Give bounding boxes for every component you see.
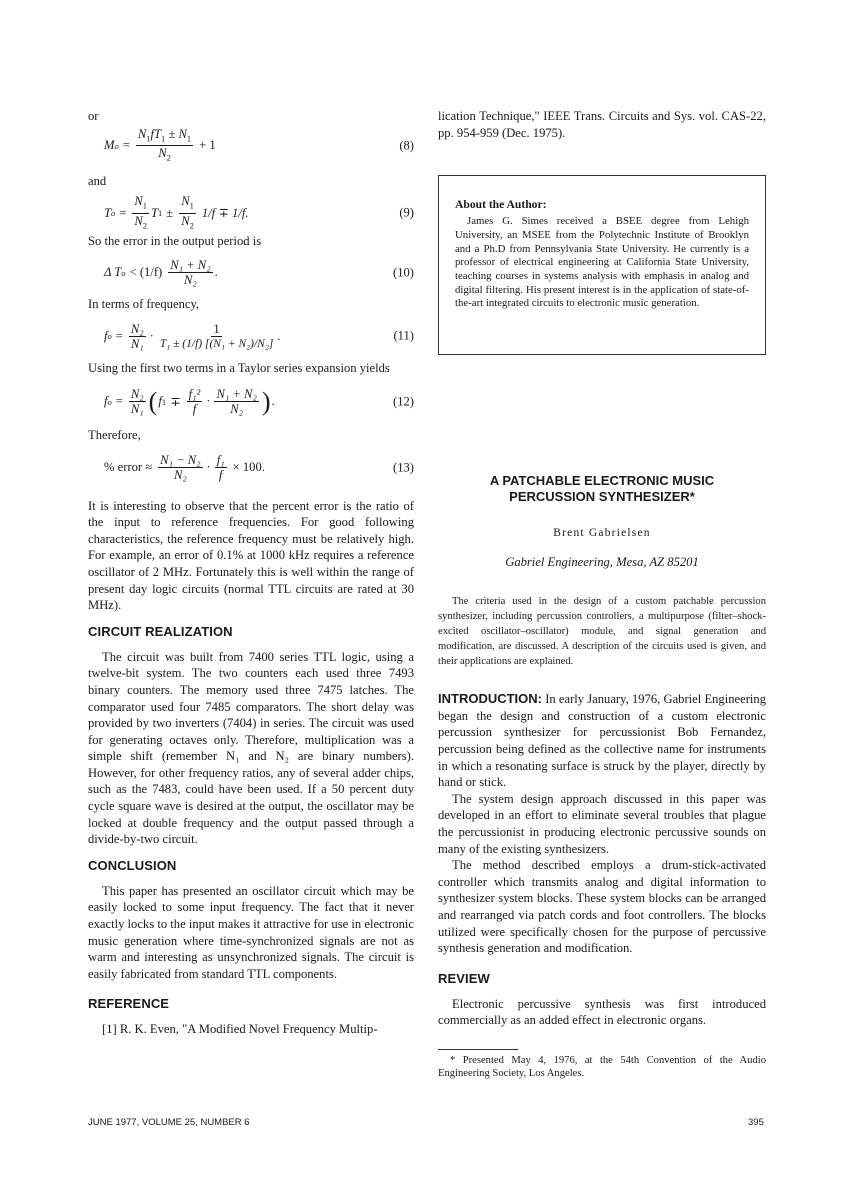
introduction-text: In early January, 1976, Gabriel Engineering began the design and construction of a custom electronic percussion synthesizer for percussionist Bob Fernandez, percussion being defined as the collective name for instruments in which a resonating surface is struck by the player, directly by hand or stick. (438, 692, 766, 790)
word-and: and (88, 173, 107, 188)
equation-number: (13) (393, 460, 414, 475)
reference-1-continued: lication Technique," IEEE Trans. Circuits and Sys. vol. CAS-22, pp. 954-959 (Dec. 1975). (438, 109, 766, 140)
right-column (438, 108, 766, 1081)
text-in-terms: In terms of frequency, (88, 296, 200, 311)
abstract: The criteria used in the design of a custom patchable percussion synthesizer, including percussion controllers, a multipurpose (filter–shock-excited oscillator–oscillator) module, and signal generation and modification, are discussed. A description of the circuits used is given, and their applications are explained. (438, 596, 766, 668)
word-or: or (88, 109, 99, 123)
heading-conclusion: CONCLUSION (88, 857, 177, 873)
heading-introduction: INTRODUCTION: (438, 691, 542, 707)
equation-9: T o = $\frac{N_1}{N_2}$ T 1 ± $\frac{N_1}{N_2}$ 1/f ∓ 1/f. (9) (104, 194, 414, 231)
paragraph-review: Electronic percussive synthesis was first introduced commercially as an added effect in electronic organs. (438, 996, 766, 1028)
text-so-error: So the error in the output period is (88, 234, 262, 249)
equation-number: (11) (393, 328, 414, 343)
equation-number: (12) (393, 394, 414, 409)
equation-12: f o = $\frac{\text{N₂}}{\text{N₁}}$ ( f 1 ∓ $\frac{\text{f₁²}}{f}$ · $\frac{\text{N₁ + N₂}}{\text{N₂}}$ ) . (12) (104, 386, 414, 417)
equation-10: Δ T o < (1/f) $\frac{\text{N₁ + N₂}}{\text{N₂}}$ . (10) (104, 258, 414, 288)
introduction (438, 691, 766, 957)
article-affiliation: Gabriel Engineering, Mesa, AZ 85201 (505, 555, 699, 570)
reference-1: [1] R. K. Even, "A Modified Novel Frequency Multip- (102, 1022, 378, 1037)
about-author-title: About the Author: (455, 198, 547, 212)
paragraph-system-design: The system design approach discussed in this paper was developed in an effort to eliminate several troubles that plague the percussionist in producing electronic percussive sounds on many of the existing synthesizers. (438, 791, 766, 856)
left-column (88, 108, 414, 1038)
article-author: Brent Gabrielsen (553, 527, 651, 540)
about-author-text: James G. Simes received a BSEE degree from Lehigh University, an MSEE from the Polytechnic Institute of Brooklyn and a Ph.D from Pennsylvania State University. He currently is a professor of electrical engineering at California State University, teaching courses in systems analysis with emphasis in analog and digital filtering. His present interest is in the application of state-of-the-art integrated circuits to electronic music generation. (455, 215, 749, 310)
footnote-rule (438, 1049, 518, 1050)
text-taylor: Using the first two terms in a Taylor series expansion yields (88, 361, 390, 376)
footer-journal-info: JUNE 1977, VOLUME 25, NUMBER 6 (88, 1117, 250, 1128)
heading-circuit-realization: CIRCUIT REALIZATION (88, 623, 233, 639)
about-author-box (438, 175, 766, 355)
equation-11: f o = $\frac{\text{N₂}}{\text{N₁}}$ · $\frac{1}{\text{T₁ ± (1/f) [(N₁ + N₂)/N₂]}}$ . (11) (104, 321, 414, 351)
equation-13: % error ≈ $\frac{\text{N₁ − N₂}}{\text{N₂}}$ · $\frac{\text{f₁}}{f}$ × 100. (13) (104, 453, 414, 483)
equation-number: (10) (393, 265, 414, 280)
equation-8: M o = $\frac{N_1fT_1 \pm N_1}{N_2}$ + 1 (8) (104, 126, 414, 163)
text-therefore: Therefore, (88, 427, 141, 442)
footnote: * Presented May 4, 1976, at the 54th Convention of the Audio Engineering Society, Los Angeles. (438, 1054, 766, 1080)
paragraph-percent-error: It is interesting to observe that the percent error is the ratio of the input to reference frequencies. For good following characteristics, the reference frequency must be relatively high. For example, an error of 0.1% at 1000 kHz requires a reference oscillator of 2 MHz. Fortunately this is well within the range of present day logic circuits (normal TTL circuits are rated at 30 MHz). (88, 498, 414, 613)
paragraph-conclusion: This paper has presented an oscillator circuit which may be easily locked to some input frequency. The fact that it never exactly locks to the input makes it attractive for use in electronic music generation where time-synchronized signals are not as warm and interesting as unsynchronized signals. The circuit is easily fabricated from standard TTL components. (88, 883, 414, 981)
article-title: A PATCHABLE ELECTRONIC MUSIC PERCUSSION SYNTHESIZER* (489, 473, 715, 505)
equation-number: (9) (399, 205, 414, 220)
footer-page-number: 395 (748, 1117, 764, 1128)
paragraph-circuit: The circuit was built from 7400 series TTL logic, using a twelve-bit system. The two counters each used three 7493 binary counters. The memory used three 7475 latches. The comparator used four 7485 comparators. The short delay was provided by two inverters (7404) in series. The circuit was used for generating octaves only. Therefore, multiplication was a simple shift (remember N₁ and N₂ are binary numbers). However, for other frequency ratios, any of several adder chips, such as the 7483, could have been used. If a 50 percent duty cycle square wave is desired at the output, the oscillator may be locked at double frequency and the output passed through a divide-by-two circuit. (88, 649, 414, 847)
equation-number: (8) (399, 138, 414, 153)
heading-review: REVIEW (438, 970, 490, 986)
paragraph-method: The method described employs a drum-stick-activated controller which transmits analog and digital information to synthesizer system blocks. These system blocks can be arranged and rearranged via patch cords and foot controllers. The blocks utilized were specifically chosen for the purpose of percussive synthesis generation and modification. (438, 858, 766, 956)
heading-reference: REFERENCE (88, 996, 170, 1012)
